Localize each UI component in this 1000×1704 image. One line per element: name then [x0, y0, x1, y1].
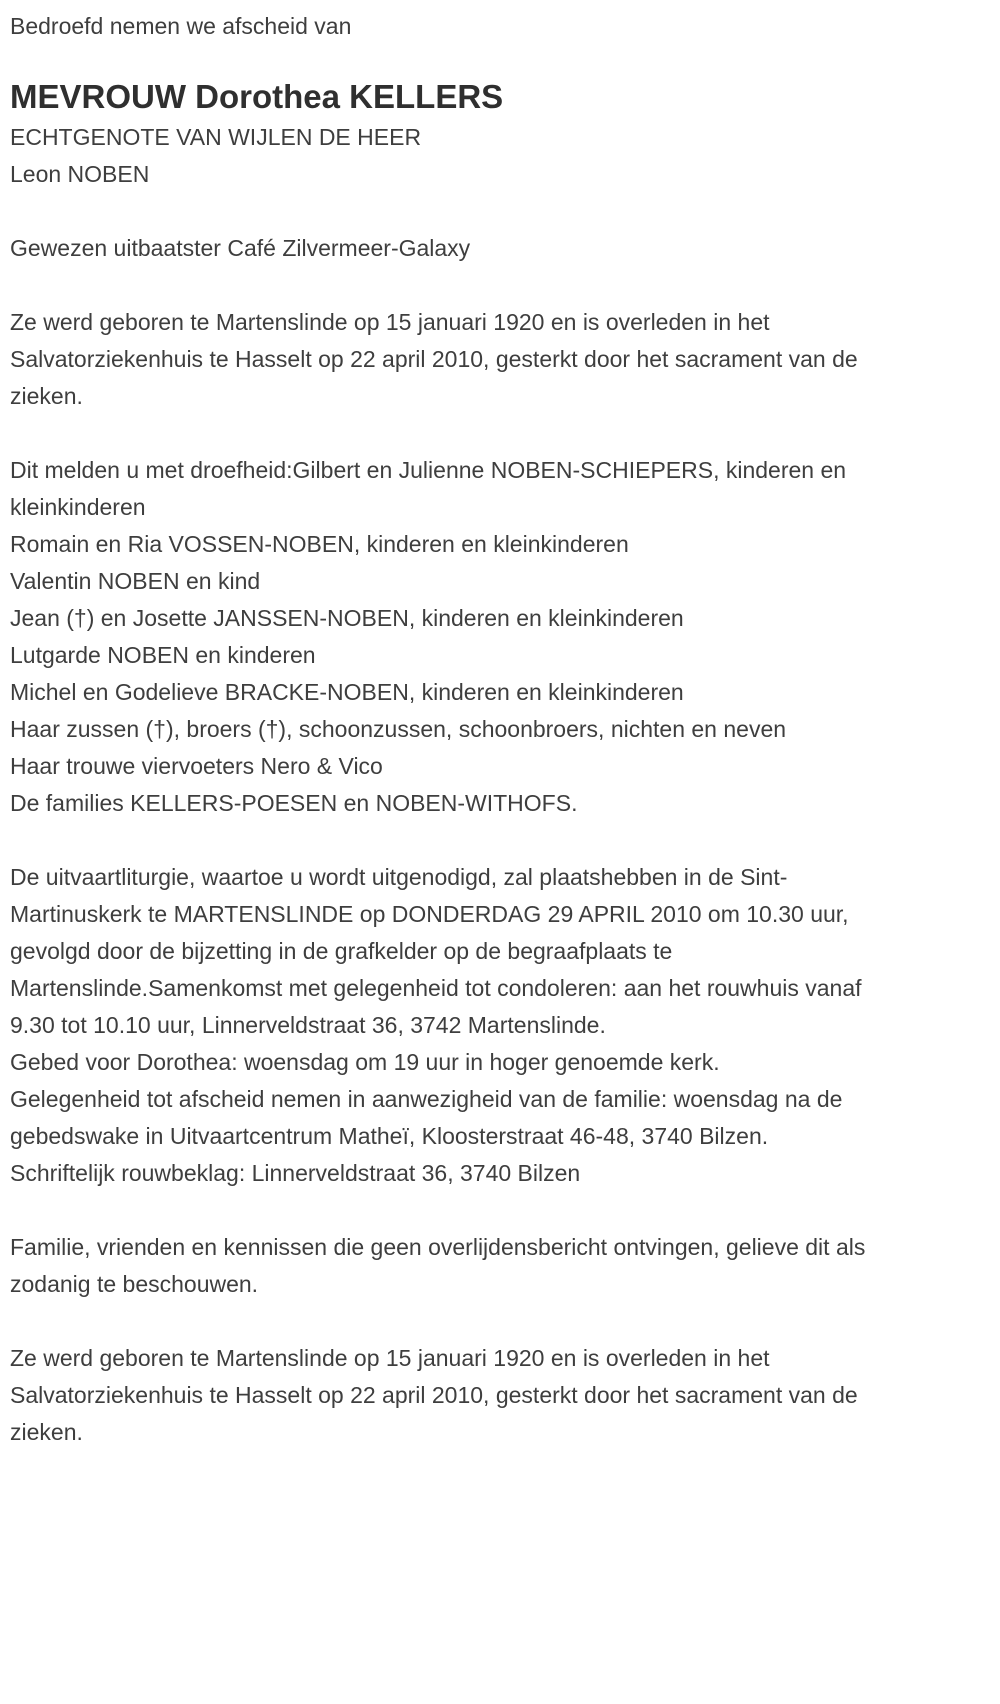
funeral-details	[10, 859, 945, 1192]
family-line: Haar zussen (†), broers (†), schoonzussen, schoonbroers, nichten en neven	[10, 716, 787, 742]
birth-death-repeat-paragraph: Ze werd geboren te Martenslinde op 15 januari 1920 en is overleden in het Salvatorziekenhuis te Hasselt op 22 april 2010, gesterkt door het sacrament van de zieken.	[10, 1345, 858, 1445]
birth-death-paragraph: Ze werd geboren te Martenslinde op 15 januari 1920 en is overleden in het Salvatorziekenhuis te Hasselt op 22 april 2010, gesterkt door het sacrament van de zieken.	[10, 309, 858, 409]
funeral-line: Schriftelijk rouwbeklag: Linnerveldstraat 36, 3740 Bilzen	[10, 1160, 581, 1186]
family-line: Romain en Ria VOSSEN-NOBEN, kinderen en kleinkinderen	[10, 531, 629, 557]
family-line: Lutgarde NOBEN en kinderen	[10, 642, 316, 668]
funeral-line: De uitvaartliturgie, waartoe u wordt uitgenodigd, zal plaatshebben in de Sint-Martinuskerk te MARTENSLINDE op DONDERDAG 29 APRIL 2010 om 10.30 uur, gevolgd door de bijzetting in de grafkelder op de begraafplaats te Martenslinde.Samenkomst met gelegenheid tot condoleren: aan het rouwhuis vanaf 9.30 tot 10.10 uur, Linnerveldstraat 36, 3742 Martenslinde.	[10, 864, 862, 1038]
family-line: De families KELLERS-POESEN en NOBEN-WITHOFS.	[10, 790, 578, 816]
funeral-line: Gelegenheid tot afscheid nemen in aanwezigheid van de familie: woensdag na de gebedswake in Uitvaartcentrum Matheï, Kloosterstraat 46-48, 3740 Bilzen.	[10, 1086, 843, 1149]
family-list	[10, 452, 945, 822]
spouse-name-line: Leon NOBEN	[10, 161, 150, 187]
family-line: Haar trouwe viervoeters Nero & Vico	[10, 753, 383, 779]
intro-line: Bedroefd nemen we afscheid van	[10, 13, 352, 39]
notice-paragraph: Familie, vrienden en kennissen die geen overlijdensbericht ontvingen, gelieve dit als zodanig te beschouwen.	[10, 1234, 866, 1297]
family-line: Dit melden u met droefheid:Gilbert en Julienne NOBEN-SCHIEPERS, kinderen en kleinkinderen	[10, 457, 847, 520]
funeral-line: Gebed voor Dorothea: woensdag om 19 uur in hoger genoemde kerk.	[10, 1049, 720, 1075]
family-line: Michel en Godelieve BRACKE-NOBEN, kinderen en kleinkinderen	[10, 679, 684, 705]
spouse-intro-line: ECHTGENOTE VAN WIJLEN DE HEER	[10, 124, 422, 150]
family-line: Jean (†) en Josette JANSSEN-NOBEN, kinderen en kleinkinderen	[10, 605, 684, 631]
deceased-name-title: MEVROUW Dorothea KELLERS	[10, 78, 504, 115]
profession-line: Gewezen uitbaatster Café Zilvermeer-Galaxy	[10, 235, 471, 261]
family-line: Valentin NOBEN en kind	[10, 568, 261, 594]
